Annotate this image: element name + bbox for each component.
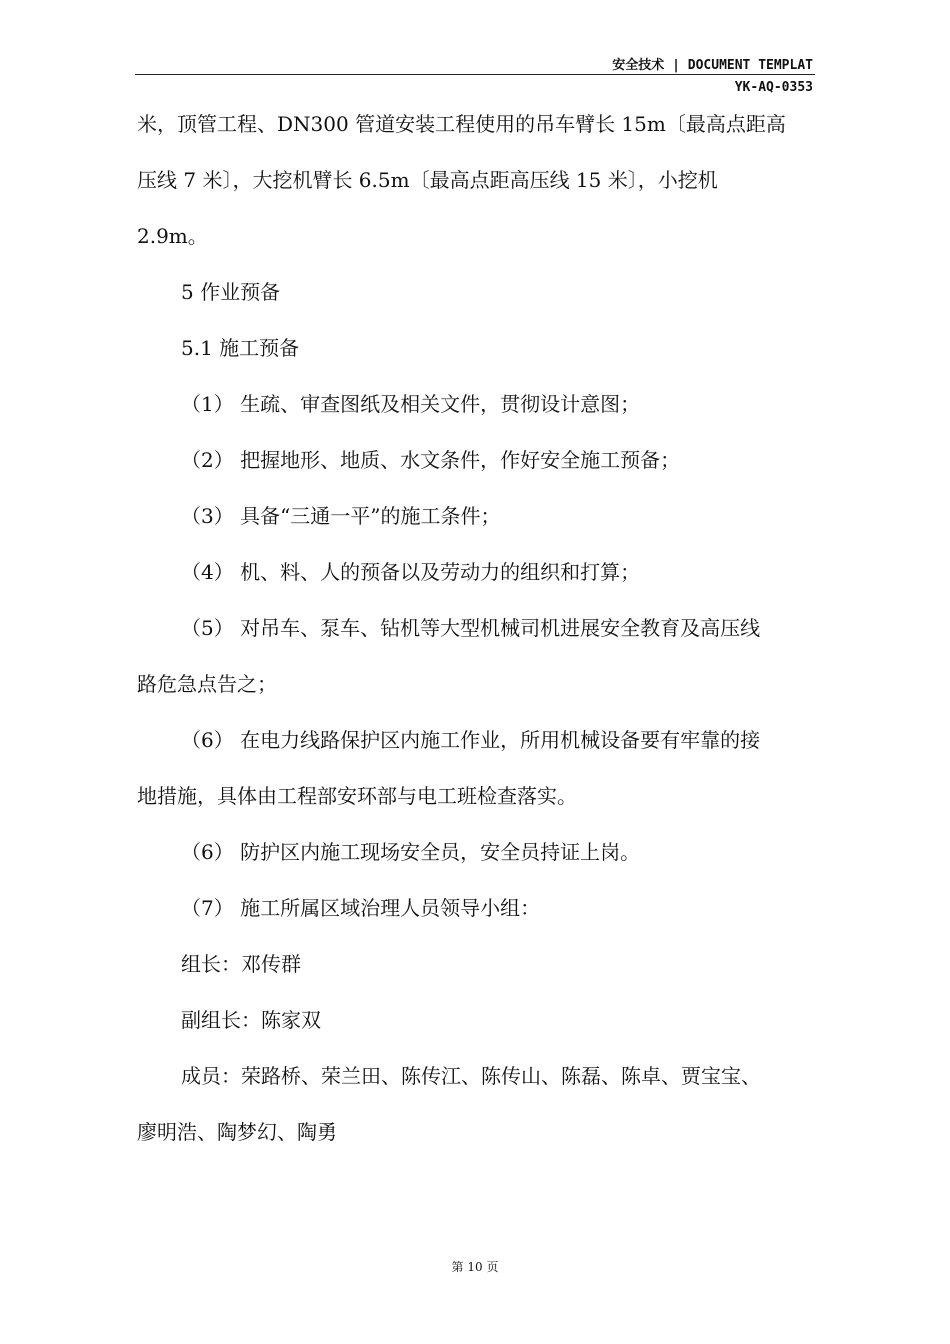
document-body [137, 96, 817, 1160]
list-item: （5） 对吊车、泵车、钻机等大型机械司机进展安全教育及高压线 [181, 616, 761, 640]
list-item-continuation: 路危急点告之； [137, 672, 277, 696]
page-number: 第 10 页 [451, 1260, 499, 1274]
document-code: YK-AQ-0353 [734, 80, 813, 95]
list-item: （1） 生疏、审查图纸及相关文件，贯彻设计意图； [181, 392, 641, 416]
body-line: 压线 7 米〕，大挖机臂长 6.5m〔最高点距高压线 15 米〕，小挖机 [137, 168, 718, 192]
list-item: （6） 在电力线路保护区内施工作业，所用机械设备要有牢靠的接 [181, 728, 761, 752]
body-line: 2.9m。 [137, 224, 208, 248]
page-header [135, 54, 815, 102]
list-item: （7） 施工所属区域治理人员领导小组： [181, 896, 541, 920]
team-leader: 组长：邓传群 [181, 952, 301, 976]
subsection-heading: 5.1 施工预备 [181, 336, 300, 360]
list-item: （2） 把握地形、地质、水文条件，作好安全施工预备； [181, 448, 681, 472]
header-divider [135, 74, 815, 75]
team-members-continuation: 廖明浩、陶梦幻、陶勇 [137, 1120, 337, 1144]
list-item: （3） 具备“三通一平”的施工条件； [181, 504, 501, 528]
list-item: （4） 机、料、人的预备以及劳动力的组织和打算； [181, 560, 641, 584]
header-title: 安全技术 | DOCUMENT TEMPLAT [612, 58, 813, 73]
team-members: 成员：荣路桥、荣兰田、陈传江、陈传山、陈磊、陈卓、贾宝宝、 [181, 1064, 761, 1088]
section-heading: 5 作业预备 [181, 280, 281, 304]
body-line: 米，顶管工程、DN300 管道安装工程使用的吊车臂长 15m〔最高点距高 [137, 112, 786, 136]
list-item-continuation: 地措施，具体由工程部安环部与电工班检查落实。 [137, 784, 577, 808]
list-item: （6） 防护区内施工现场安全员，安全员持证上岗。 [181, 840, 641, 864]
team-deputy-leader: 副组长：陈家双 [181, 1008, 321, 1032]
